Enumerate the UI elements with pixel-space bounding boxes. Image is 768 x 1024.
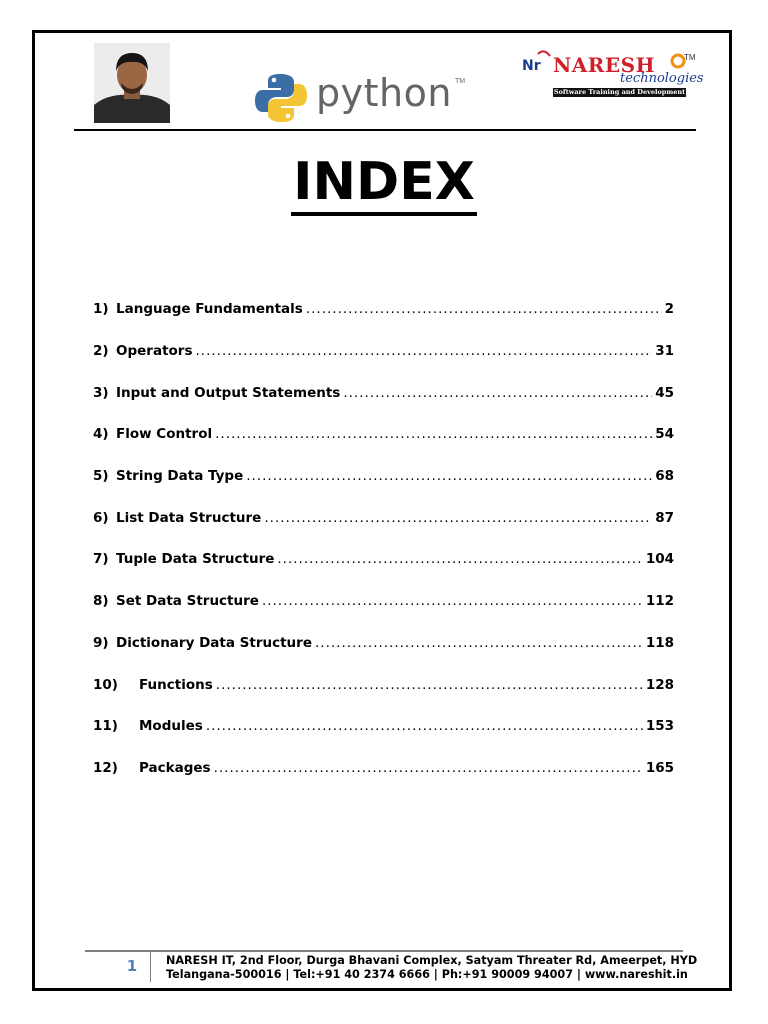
- page-title: [0, 150, 768, 214]
- toc-entry-page: 31: [655, 343, 674, 359]
- toc-entry-number: 12): [93, 760, 118, 776]
- toc-entry-label: List Data Structure: [116, 510, 262, 526]
- toc-entry-page: 68: [655, 468, 674, 484]
- footer-divider: [85, 950, 683, 952]
- toc-entry-number: 10): [93, 677, 118, 693]
- toc-entry[interactable]: [93, 510, 674, 532]
- toc-entry-page: 87: [655, 510, 674, 526]
- toc-entry[interactable]: [93, 551, 674, 573]
- toc-leader-dots: [306, 301, 662, 317]
- toc-leader-dots: [264, 510, 652, 526]
- toc-entry-number: 11): [93, 718, 118, 734]
- naresh-trademark: TM: [684, 53, 696, 62]
- toc-entry[interactable]: [93, 760, 674, 782]
- naresh-brand-subtitle: technologies: [620, 71, 704, 86]
- toc-entry[interactable]: [93, 301, 674, 323]
- toc-entry-number: 4): [93, 426, 109, 442]
- svg-text:Nr: Nr: [522, 58, 541, 74]
- toc-leader-dots: [196, 343, 653, 359]
- toc-leader-dots: [343, 385, 652, 401]
- naresh-brand-title: NARESH: [553, 53, 656, 77]
- footer-contact-line: Telangana-500016 | Tel:+91 40 2374 6666 | Ph:+91 90009 94007 | www.nareshit.in: [166, 968, 688, 981]
- toc-entry-label: Dictionary Data Structure: [116, 635, 312, 651]
- toc-entry[interactable]: [93, 718, 674, 740]
- naresh-brand-tagline: Software Training and Development: [553, 88, 686, 96]
- toc-entry-label: Packages: [139, 760, 211, 776]
- page-title-text: INDEX: [291, 152, 477, 216]
- toc-entry-page: 128: [645, 677, 674, 693]
- toc-entry-page: 112: [645, 593, 674, 609]
- toc-leader-dots: [215, 426, 652, 442]
- toc-entry-label: Functions: [139, 677, 213, 693]
- toc-entry-page: 45: [655, 385, 674, 401]
- naresh-emblem-icon: [520, 48, 554, 78]
- toc-entry-page: 165: [645, 760, 674, 776]
- toc-entry-number: 9): [93, 635, 109, 651]
- footer-address-line: NARESH IT, 2nd Floor, Durga Bhavani Complex, Satyam Threater Rd, Ameerpet, HYD: [166, 954, 698, 967]
- toc-entry[interactable]: [93, 426, 674, 448]
- toc-entry-label: Operators: [116, 343, 193, 359]
- toc-entry-page: 2: [664, 301, 674, 317]
- toc-entry-page: 104: [645, 551, 674, 567]
- toc-entry[interactable]: [93, 593, 674, 615]
- toc-entry-label: String Data Type: [116, 468, 244, 484]
- toc-entry[interactable]: [93, 385, 674, 407]
- toc-leader-dots: [216, 677, 643, 693]
- python-snake-icon: [254, 72, 308, 124]
- toc-entry-page: 54: [655, 426, 674, 442]
- python-trademark: TM: [455, 78, 466, 85]
- toc-entry[interactable]: [93, 677, 674, 699]
- toc-leader-dots: [214, 760, 643, 776]
- toc-entry-label: Flow Control: [116, 426, 213, 442]
- toc-entry-number: 2): [93, 343, 109, 359]
- toc-entry-number: 3): [93, 385, 109, 401]
- toc-entry-label: Input and Output Statements: [116, 385, 341, 401]
- toc-entry[interactable]: [93, 343, 674, 365]
- toc-entry-number: 5): [93, 468, 109, 484]
- python-wordmark: python: [316, 71, 452, 115]
- toc-leader-dots: [246, 468, 652, 484]
- footer-page-number: 1: [126, 957, 138, 975]
- toc-entry-number: 6): [93, 510, 109, 526]
- toc-entry-number: 1): [93, 301, 109, 317]
- toc-entry-page: 118: [645, 635, 674, 651]
- toc-leader-dots: [206, 718, 643, 734]
- toc-entry-page: 153: [645, 718, 674, 734]
- author-photo: [94, 43, 170, 123]
- header-divider: [74, 129, 696, 131]
- toc-entry-label: Modules: [139, 718, 203, 734]
- toc-entry[interactable]: [93, 635, 674, 657]
- toc-leader-dots: [315, 635, 643, 651]
- toc-leader-dots: [277, 551, 642, 567]
- toc-entry-label: Set Data Structure: [116, 593, 259, 609]
- toc-entry-label: Language Fundamentals: [116, 301, 303, 317]
- toc-entry-number: 7): [93, 551, 109, 567]
- toc-entry-label: Tuple Data Structure: [116, 551, 275, 567]
- toc-entry[interactable]: [93, 468, 674, 490]
- toc-leader-dots: [262, 593, 643, 609]
- toc-entry-number: 8): [93, 593, 109, 609]
- footer-separator: [150, 952, 151, 982]
